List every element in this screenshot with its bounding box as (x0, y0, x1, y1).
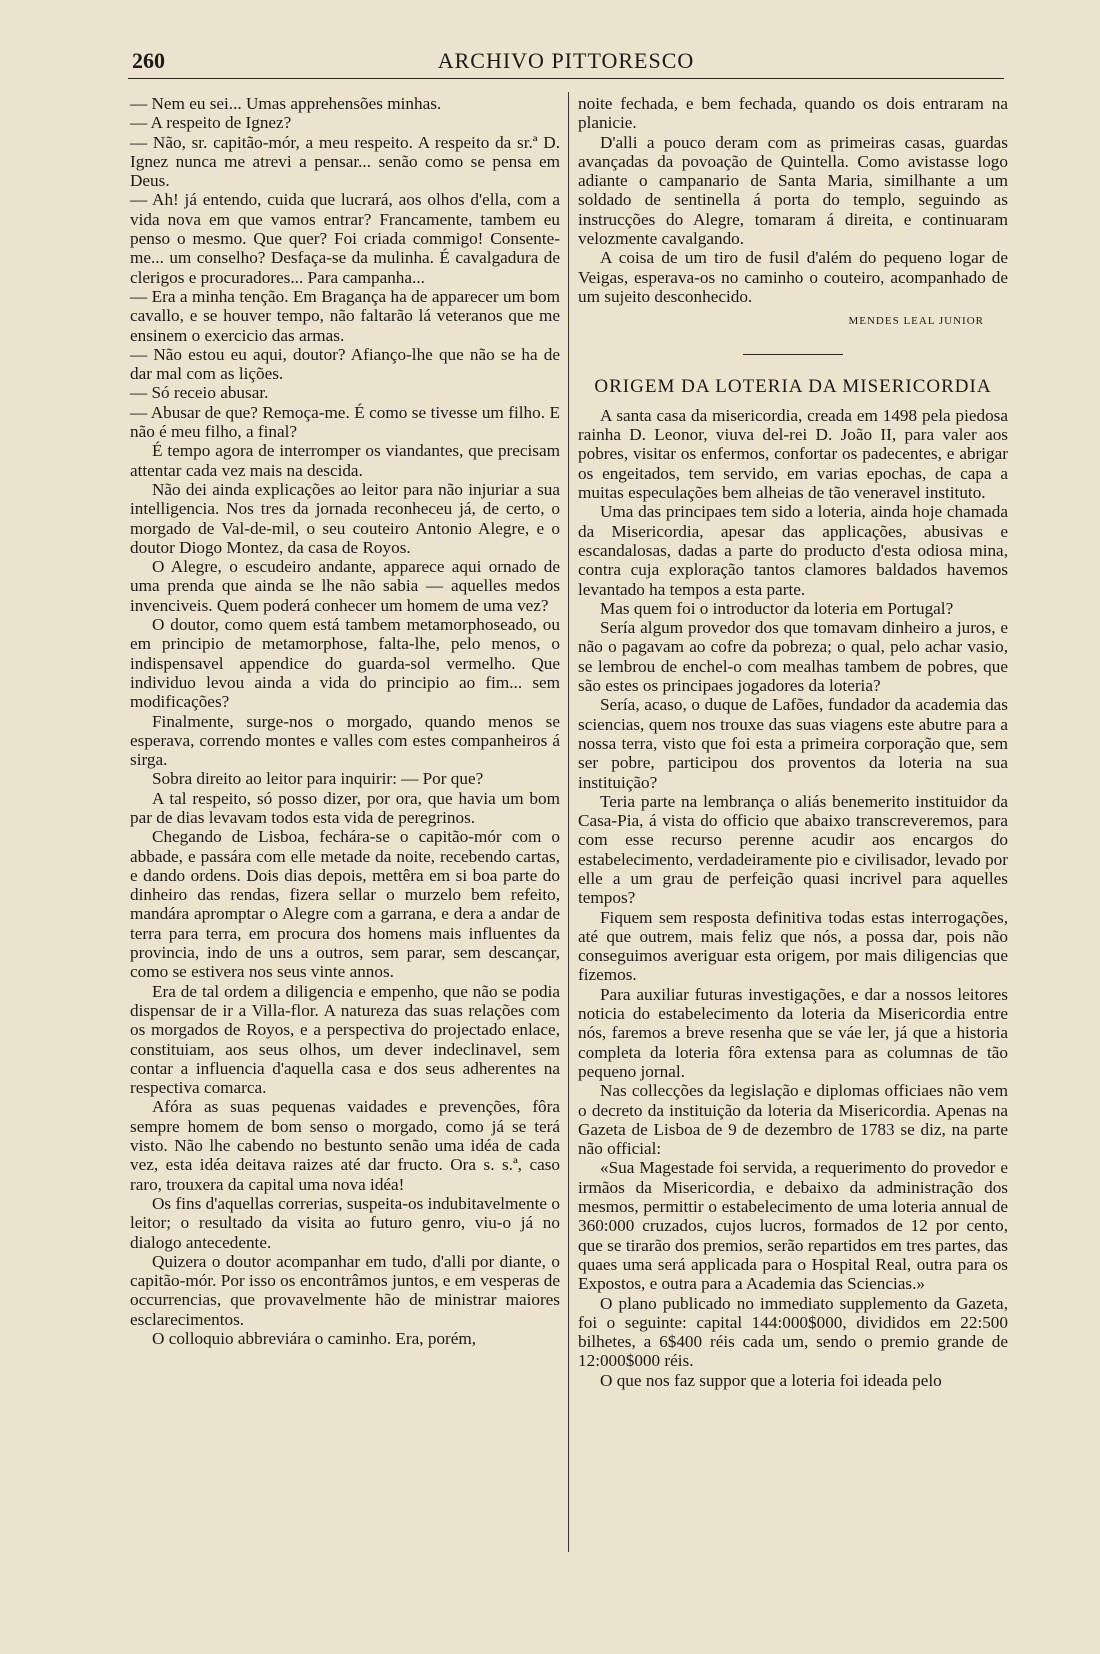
paragraph: Quizera o doutor acompanhar em tudo, d'alli por diante, o capitão-mór. Por isso os encontrâmos juntos, e em vesperas de occurrencias, que provavelmente hão de ministrar maiores esclarecimentos. (130, 1251, 560, 1329)
left-column (130, 94, 560, 1348)
paragraph: O que nos faz suppor que a loteria foi ideada pelo (600, 1370, 942, 1390)
section-title: ORIGEM DA LOTERIA DA MISERICORDIA (594, 375, 992, 397)
paragraph: — A respeito de Ignez? (130, 113, 292, 133)
author-signature: MENDES LEAL JUNIOR (848, 315, 984, 328)
paragraph: — Não, sr. capitão-mór, a meu respeito. A respeito da sr.ª D. Ignez nunca me atrevi a pensar... senão como se pensa em Deus. (130, 132, 560, 191)
paragraph: O plano publicado no immediato supplemento da Gazeta, foi o seguinte: capital 144:000$000, divididos em 22:500 bilhetes, a 6$400 réis cada um, sendo o premio grande de 12:000$000 réis. (578, 1293, 1008, 1371)
paragraph: O colloquio abbreviára o caminho. Era, porém, (152, 1329, 477, 1348)
section-separator (743, 354, 843, 355)
paragraph: É tempo agora de interromper os viandantes, que precisam attentar cada vez mais na descida. (130, 441, 560, 480)
paragraph: Nas collecções da legislação e diplomas officiaes não vem o decreto da instituição da loteria da Misericordia. Apenas na Gazeta de Lisboa de 9 de dezembro de 1783 se diz, na parte não official: (578, 1081, 1008, 1159)
paragraph: Era de tal ordem a diligencia e empenho, que não se podia dispensar de ir a Villa-flor. A natureza das suas relações com os morgados de Royos, e a perspectiva do projectado enlace, constituiam, aos seus olhos, um dever indeclinavel, sem contar a influencia d'aquella casa e dos seus adherentes na respectiva comarca. (130, 981, 560, 1098)
paragraph: Para auxiliar futuras investigações, e dar a nossos leitores noticia do estabelecimento da loteria da Misericordia entre nós, faremos a breve resenha que se váe ler, já que a historia completa da loteria fôra extensa para as columnas de tão pequeno jornal. (578, 984, 1008, 1081)
column-divider (568, 92, 569, 1552)
paragraph: Finalmente, surge-nos o morgado, quando menos se esperava, correndo montes e valles com estes companheiros á sirga. (130, 711, 560, 770)
paragraph: — Não estou eu aqui, doutor? Afianço-lhe que não se ha de dar mal com as lições. (130, 344, 560, 384)
running-title: ARCHIVO PITTORESCO (437, 48, 695, 73)
paragraph: Teria parte na lembrança o aliás benemerito instituidor da Casa-Pia, á vista do officio que abaixo transcreveremos, para com esse recurso perenne acudir aos encargos do estabelecimento, verdadeiramente pio e civilisador, levado por elle a um grau de perfeição quasi incrivel para aquelles tempos? (578, 791, 1008, 908)
page-header (128, 44, 1004, 79)
paragraph: A tal respeito, só posso dizer, por ora, que havia um bom par de dias levavam todos esta vida de peregrinos. (130, 788, 560, 827)
paragraph: — Nem eu sei... Umas apprehensões minhas. (130, 94, 442, 113)
paragraph: — Abusar de que? Remoça-me. É como se tivesse um filho. E não é meu filho, a final? (130, 402, 560, 442)
page-number: 260 (132, 48, 165, 73)
paragraph: A coisa de um tiro de fusil d'além do pequeno logar de Veigas, esperava-os no caminho o couteiro, acompanhado de um sujeito desconhecido. (578, 248, 1008, 306)
paragraph: noite fechada, e bem fechada, quando os dois entraram na planicie. (578, 94, 1008, 133)
paragraph: — Só receio abusar. (130, 383, 269, 403)
paragraph: Sería algum provedor dos que tomavam dinheiro a juros, e não o pagavam ao cofre da pobreza; o qual, pelo achar vasio, se lembrou de enchel-o com mealhas tambem de pobres, que são estes os principaes jogadores da loteria? (578, 618, 1008, 696)
paragraph: Não dei ainda explicações ao leitor para não injuriar a sua intelligencia. Nos tres da jornada reconheceu já, de certo, o morgado de Val-de-mil, o seu couteiro Antonio Alegre, e o doutor Diogo Montez, da casa de Royos. (130, 479, 560, 557)
paragraph: Fiquem sem resposta definitiva todas estas interrogações, até que outrem, mais feliz que nós, a possa dar, pois não conseguimos averiguar esta origem, por mais diligencias que fizemos. (578, 907, 1008, 985)
paragraph: A santa casa da misericordia, creada em 1498 pela piedosa rainha D. Leonor, viuva del-rei D. João II, para valer aos pobres, visitar os enfermos, confortar os padecentes, e abrigar os engeitados, tem servido, em varias epochas, de capa a muitas especulações bem alheias de tão veneravel instituto. (578, 405, 1008, 503)
paragraph: O doutor, como quem está tambem metamorphoseado, ou em principio de metamorphose, falta-lhe, pelo menos, o indispensavel appendice do guarda-sol vermelho. Que individuo levou ainda a vida do principio ao fim... sem modificações? (130, 615, 560, 712)
paragraph: Os fins d'aquellas correrias, suspeita-os indubitavelmente o leitor; o resultado da visita ao futuro genro, viu-o já no dialogo antecedente. (130, 1193, 560, 1252)
right-column (578, 94, 1008, 1390)
paragraph: — Ah! já entendo, cuida que lucrará, aos olhos d'ella, com a vida nova em que vamos entrar? Francamente, tambem eu penso o mesmo. Que quer? Foi criada commigo! Consente-me... um conselho? Desfaça-se da mulinha. É cavalgadura de clerigos e procuradores... Para campanha... (130, 190, 560, 287)
paragraph: Chegando de Lisboa, fechára-se o capitão-mór com o abbade, e passára com elle metade da noite, recebendo cartas, e dando ordens. Dois dias depois, mettêra em si boa parte do dinheiro das rendas, fizera sellar o murzelo bem refeito, mandára apromptar o Alegre com a garrana, e dera a andar de terra para terra, em procura dos homens mais influentes da provincia, indo de uns a outros, sem parar, sem descançar, como se estivera nos seus vinte annos. (130, 827, 560, 982)
paragraph: Sería, acaso, o duque de Lafões, fundador da academia das sciencias, quem nos trouxe das suas viagens este abutre para a nossa terra, visto que foi esta a primeira corporação que, sem ser pobre, participou dos proventos da loteria na sua instituição? (578, 695, 1008, 792)
paragraph: Afóra as suas pequenas vaidades e prevenções, fôra sempre homem de bom senso o morgado, como já se terá visto. Não lhe cabendo no bestunto senão uma idéa de cada vez, esta idéa deitava raizes até dar fructo. Ora s. s.ª, caso raro, trouxera da capital uma nova idéa! (130, 1097, 560, 1194)
paragraph: Uma das principaes tem sido a loteria, ainda hoje chamada da Misericordia, apesar das applicações, abusivas e escandalosas, dadas a parte do producto d'esta odiosa mina, contra cuja exploração tantos clamores baldados havemos levantado ha tempos a esta parte. (578, 502, 1008, 599)
paragraph: Sobra direito ao leitor para inquirir: — Por que? (152, 769, 484, 789)
paragraph: O Alegre, o escudeiro andante, apparece aqui ornado de uma prenda que ainda se lhe não sabia — aquelles medos invenciveis. Quem poderá conhecer um homem de uma vez? (130, 557, 560, 615)
paragraph: Mas quem foi o introductor da loteria em Portugal? (600, 598, 954, 618)
paragraph: — Era a minha tenção. Em Bragança ha de apparecer um bom cavallo, e se houver tempo, não faltarão lá veteranos que me ensinem o exercicio das armas. (130, 286, 560, 345)
paragraph: D'alli a pouco deram com as primeiras casas, guardas avançadas da povoação de Quintella. Como avistasse logo adiante o campanario de Santa Maria, similhante a um soldado de sentinella á porta do templo, seguindo as instrucções do Alegre, tomaram á direita, e continuaram velozmente cavalgando. (578, 132, 1008, 249)
paragraph: «Sua Magestade foi servida, a requerimento do provedor e irmãos da Misericordia, e debaixo da administração dos mesmos, permittir o estabelecimento de uma loteria annual de 360:000 cruzados, cujos lucros, formados de 12 por cento, que se tirarão dos premios, serão repartidos em tres partes, das quaes uma será applicada para o Hospital Real, outra para os Expostos, e outra para a Academia das Sciencias.» (578, 1158, 1008, 1294)
